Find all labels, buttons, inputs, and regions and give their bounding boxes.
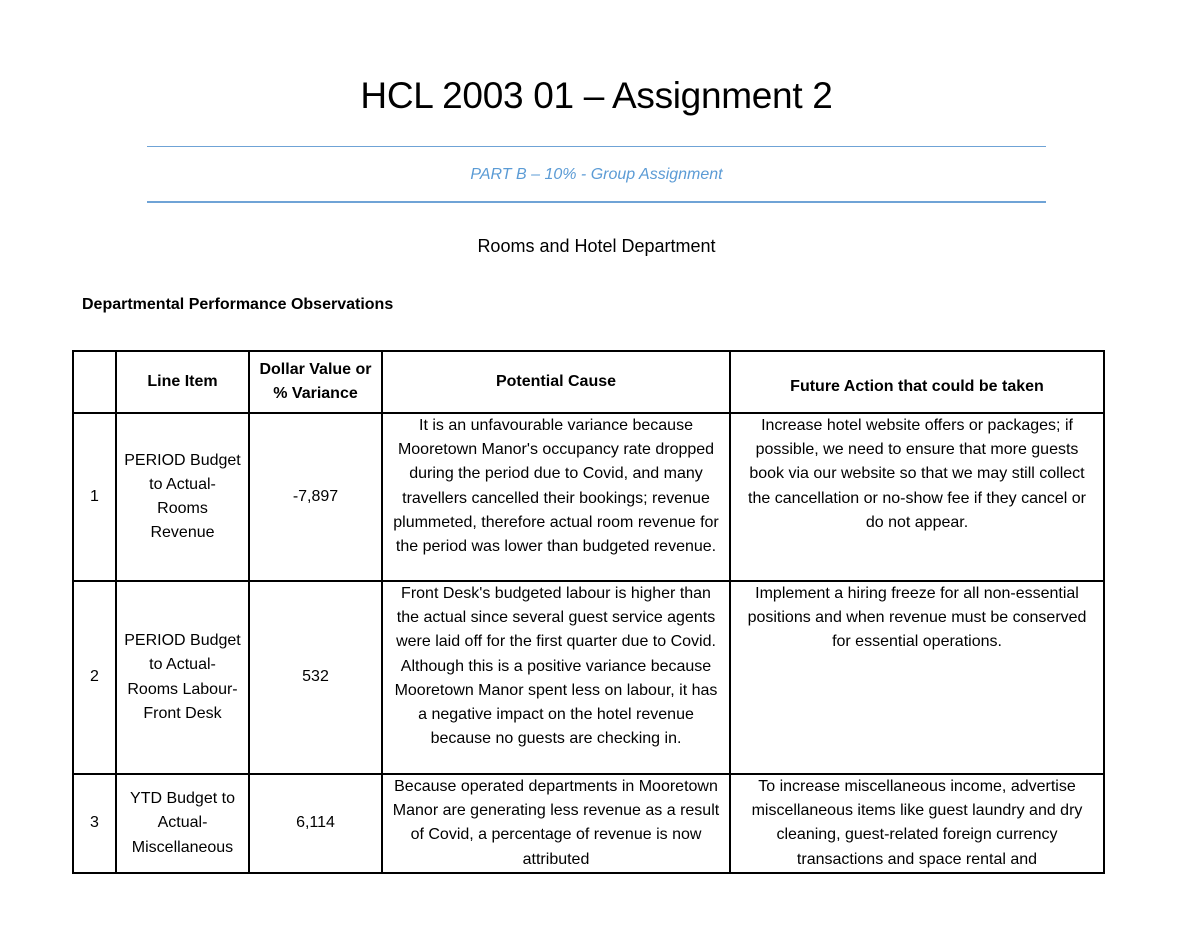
row-line-item: PERIOD Budget to Actual- Rooms Revenue — [116, 413, 249, 581]
row-number: 3 — [73, 774, 116, 873]
row-line-item: PERIOD Budget to Actual- Rooms Labour- Front Desk — [116, 581, 249, 774]
row-action: Implement a hiring freeze for all non-essential positions and when revenue must be conserved for essential operations. — [730, 581, 1104, 774]
table-header-row — [73, 351, 1104, 413]
row-number: 1 — [73, 413, 116, 581]
title-divider-bottom — [147, 201, 1046, 203]
header-line-item: Line Item — [116, 351, 249, 413]
row-cause: Front Desk's budgeted labour is higher than the actual since several guest service agents were laid off for the first quarter due to Covid. Although this is a positive variance because Mooretown Manor spent less on labour, it has a negative impact on the hotel revenue because no guests are checking in. — [382, 581, 730, 774]
row-value: 532 — [249, 581, 382, 774]
row-value: 6,114 — [249, 774, 382, 873]
table-row — [73, 774, 1104, 873]
header-number — [73, 351, 116, 413]
document-subtitle: PART B – 10% - Group Assignment — [470, 166, 723, 183]
row-cause: Because operated departments in Mooretown Manor are generating less revenue as a result of Covid, a percentage of revenue is now attributed — [382, 774, 730, 873]
performance-table — [72, 350, 1105, 874]
row-action: Increase hotel website offers or packages; if possible, we need to ensure that more guests book via our website so that we may still collect the cancellation or no-show fee if they cancel or do not appear. — [730, 413, 1104, 581]
department-heading: Rooms and Hotel Department — [477, 236, 716, 256]
row-line-item: YTD Budget to Actual- Miscellaneous — [116, 774, 249, 873]
table-row — [73, 581, 1104, 774]
row-number: 2 — [73, 581, 116, 774]
header-action: Future Action that could be taken — [730, 351, 1104, 413]
header-value: Dollar Value or % Variance — [249, 351, 382, 413]
section-heading: Departmental Performance Observations — [82, 296, 394, 313]
row-value: -7,897 — [249, 413, 382, 581]
header-cause: Potential Cause — [382, 351, 730, 413]
row-action: To increase miscellaneous income, advertise miscellaneous items like guest laundry and dry cleaning, guest-related foreign currency transactions and space rental and — [730, 774, 1104, 873]
document-title: HCL 2003 01 – Assignment 2 — [360, 75, 833, 116]
row-cause: It is an unfavourable variance because Mooretown Manor's occupancy rate dropped during the period due to Covid, and many travellers cancelled their bookings; revenue plummeted, therefore actual room revenue for the period was lower than budgeted revenue. — [382, 413, 730, 581]
table-row — [73, 413, 1104, 581]
title-divider-top — [147, 146, 1046, 147]
